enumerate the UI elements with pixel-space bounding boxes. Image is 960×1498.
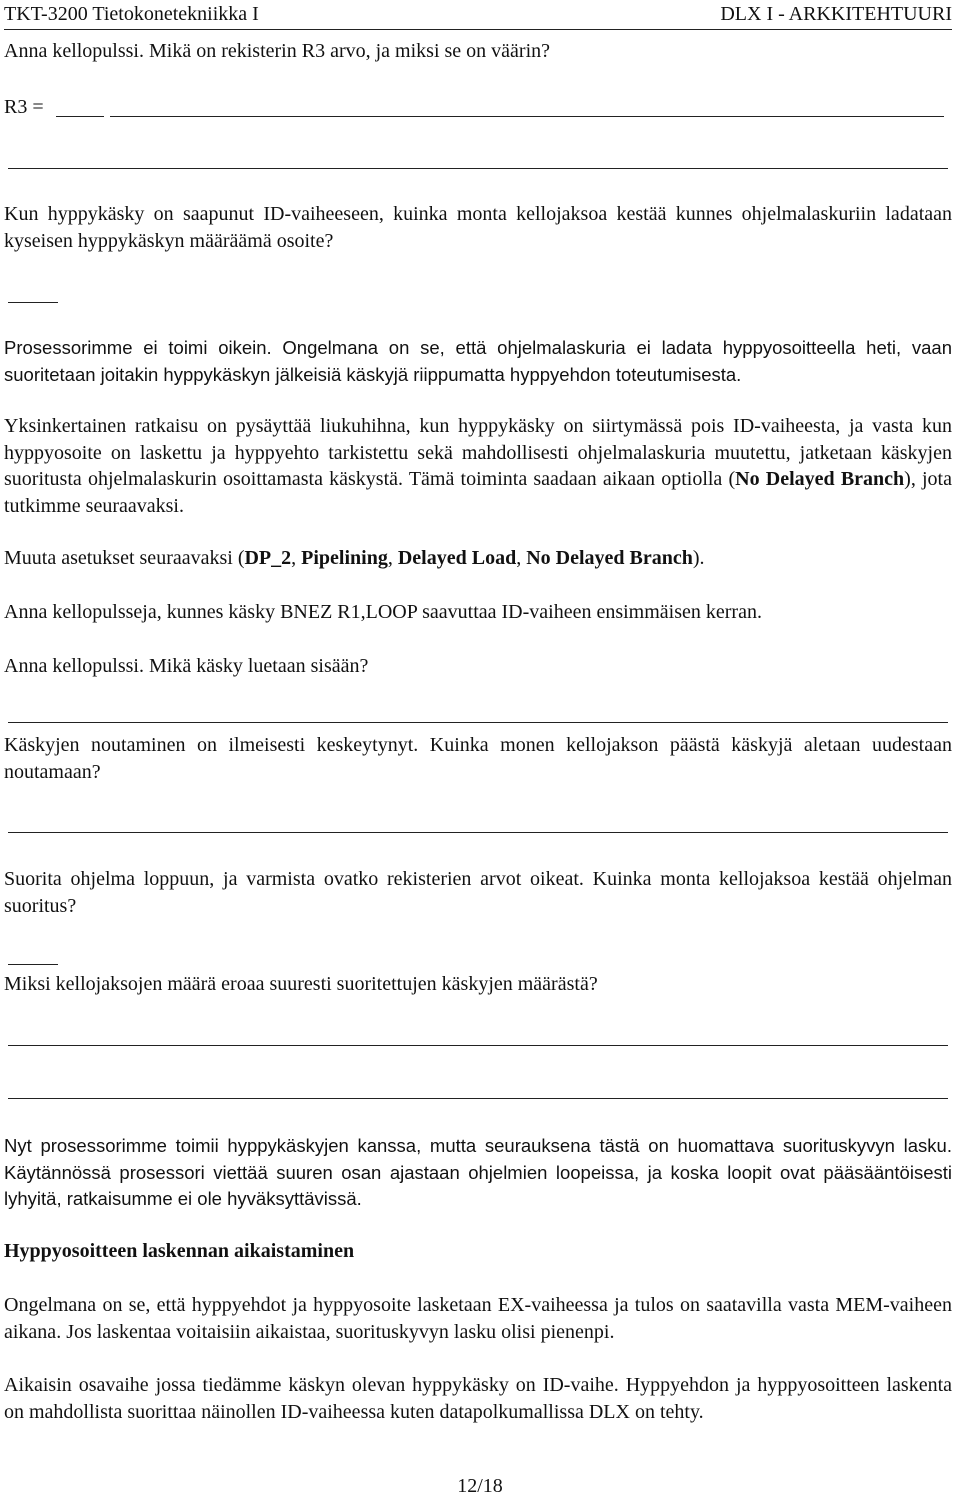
question-refetch: Käskyjen noutaminen on ilmeisesti keskeytynyt. Kuinka monen kellojakson päästä käskyjä aletaan uudestaan noutamaan? [4, 734, 952, 783]
separator: , [516, 547, 527, 569]
question-r3: Anna kellopulssi. Mikä on rekisterin R3 arvo, ja miksi se on väärin? [4, 40, 551, 62]
settings-prefix: Muuta asetukset seuraavaksi ( [4, 547, 245, 569]
question-cycle-difference: Miksi kellojaksojen määrä eroaa suuresti suoritettujen käskyjen määrästä? [4, 973, 598, 995]
performance-paragraph: Nyt prosessorimme toimii hyppykäskyjen kanssa, mutta seurauksena tästä on huomattava suorituskyvyn lasku. Käytännössä prosessori viettää suuren osan ajastaan ohjelmien loopeissa, ja koska loopit ovat pääsääntöisesti lyhyitä, ratkaisumme ei ole hyväksyttävissä. [4, 1135, 952, 1209]
problem-paragraph: Prosessorimme ei toimi oikein. Ongelmana on se, että ohjelmalaskuria ei ladata hyppyosoitteella heti, vaan suoritetaan joitakin hyppykäskyn jälkeisiä käskyjä riippumatta hyppyehdon toteutumisesta. [4, 337, 952, 385]
question-jump-cycles: Kun hyppykäsky on saapunut ID-vaiheeseen, kuinka monta kellojaksoa kestää kunnes ohjelmalaskuriin ladataan kyseisen hyppykäskyn määräämä osoite? [4, 203, 952, 252]
page-header [4, 1, 952, 30]
section-title: DLX I - ARKKITEHTUURI [720, 3, 952, 25]
answer-line-difference-2 [8, 1098, 948, 1099]
section-paragraph-1: Ongelmana on se, että hyppyehdot ja hyppyosoite lasketaan EX-vaiheessa ja tulos on saatavilla vasta MEM-vaiheen aikana. Jos laskentaa voitaisiin aikaistaa, suorituskyvyn lasku olisi pienenpi. [4, 1294, 952, 1343]
solution-text-after: ), jota tutkimme seuraavaksi. [4, 468, 952, 517]
setting-dp2: DP_2 [244, 547, 292, 569]
solution-text-before: Yksinkertainen ratkaisu on pysäyttää liukuhihna, kun hyppykäsky on siirtymässä pois ID-vaiheesta, ja vasta kun hyppyosoite on laskettu ja hyppyehto tarkistettu sekä mahdollisesti ohjelmalaskuria muutettu, jatketaan käskyjen suoritusta ohjelmalaskurin osoittamasta käskystä. Tämä toiminta saadaan aikaan optiolla ( [4, 415, 952, 490]
section-heading: Hyppyosoitteen laskennan aikaistaminen [4, 1240, 355, 1262]
answer-line-r3-value [56, 116, 104, 117]
answer-line-r3-reason-2 [8, 168, 948, 169]
answer-line-difference-1 [8, 1045, 948, 1046]
setting-pipelining: Pipelining [301, 547, 388, 569]
answer-line-r3-reason [110, 116, 944, 117]
setting-delayed-load: Delayed Load [397, 547, 517, 569]
settings-suffix: ). [692, 547, 705, 569]
page-number: 12/18 [457, 1475, 503, 1497]
answer-line-jump-cycles [8, 302, 58, 303]
question-total-cycles: Suorita ohjelma loppuun, ja varmista ovatko rekisterien arvot oikeat. Kuinka monta kellojaksoa kestää ohjelman suoritus? [4, 868, 952, 917]
answer-line-total-cycles [8, 964, 58, 965]
question-fetch: Anna kellopulssi. Mikä käsky luetaan sisään? [4, 655, 369, 677]
setting-no-delayed-branch: No Delayed Branch [526, 547, 693, 569]
r3-label: R3 = [4, 96, 44, 118]
answer-line-fetch [8, 722, 948, 723]
answer-line-refetch [8, 832, 948, 833]
solution-paragraph [4, 413, 952, 519]
instruction-bnez: Anna kellopulsseja, kunnes käsky BNEZ R1,LOOP saavuttaa ID-vaiheen ensimmäisen kerran. [4, 601, 762, 623]
settings-instruction [4, 545, 952, 572]
section-paragraph-2: Aikaisin osavaihe jossa tiedämme käskyn olevan hyppykäsky on ID-vaihe. Hyppyehdon ja hyppyosoitteen laskenta on mahdollista suorittaa näinollen ID-vaiheessa kuten datapolkumallissa DLX on tehty. [4, 1374, 952, 1423]
option-no-delayed-branch: No Delayed Branch [735, 468, 905, 490]
separator: , [291, 547, 302, 569]
course-title: TKT-3200 Tietokonetekniikka I [4, 3, 259, 25]
separator: , [387, 547, 398, 569]
